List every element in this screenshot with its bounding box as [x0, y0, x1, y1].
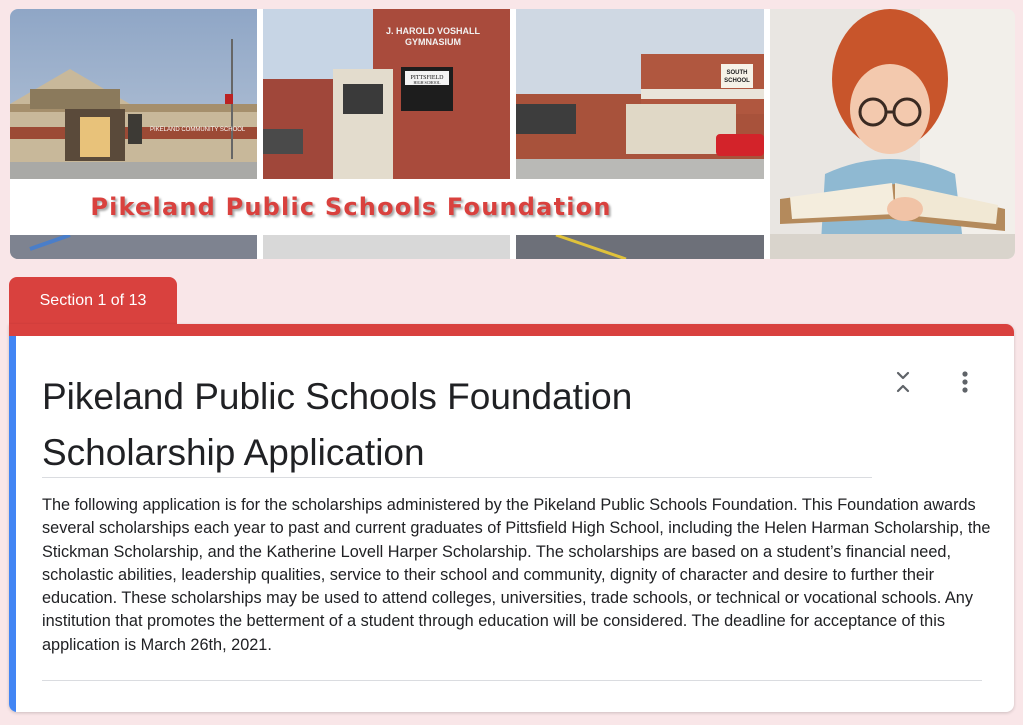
card-focus-indicator [9, 336, 16, 712]
collapse-section-icon [895, 371, 911, 398]
more-options-button[interactable] [951, 370, 979, 398]
form-title-line1: Pikeland Public Schools Foundation [42, 376, 633, 417]
title-underline [42, 477, 872, 478]
form-description[interactable]: The following application is for the scholarships administered by the Pikeland Public Schools Foundation. This Foundation awards several scholarships each year to past and current graduates of Pittsfield High School, including the Helen Harman Scholarship, the Stickman Scholarship, and the Katherine Lovell Harper Scholarship. The scholarships are based on a student’s financial need, scholastic abilities, leadership qualities, service to their school and community, dignity of character and desire to further their education. These scholarships may be used to attend colleges, universities, trade schools, or technical or vocational schools. Any institution that promotes the betterment of a student through education will be considered. The deadline for acceptance of this application is March 26th, 2021. [42, 496, 991, 654]
south-sign-line1: SOUTH [726, 70, 748, 76]
gym-sign-line1: J. HAROLD VOSHALL [385, 26, 481, 36]
gym-sign-line2: GYMNASIUM [405, 37, 461, 47]
marquee-line1: PITTSFIELD [410, 75, 444, 81]
south-sign-line2: SCHOOL [724, 78, 750, 84]
banner-title-strip [10, 179, 764, 235]
section-indicator-label: Section 1 of 13 [39, 292, 147, 309]
more-options-icon [961, 370, 969, 399]
description-underline [42, 680, 982, 681]
marquee-line2: HIGH SCHOOL [413, 80, 441, 85]
girl-reading-photo [770, 9, 1015, 259]
collapse-section-button[interactable] [889, 370, 917, 398]
form-header-card[interactable] [9, 324, 1014, 712]
banner-title: Pikeland Public Schools Foundation [90, 193, 612, 221]
form-title[interactable] [42, 369, 862, 481]
card-accent-top [9, 324, 1014, 336]
community-school-sign: PIKELAND COMMUNITY SCHOOL [150, 127, 246, 133]
form-title-line2: Scholarship Application [42, 432, 425, 473]
section-indicator-tab [9, 277, 177, 325]
header-banner [10, 9, 1015, 259]
